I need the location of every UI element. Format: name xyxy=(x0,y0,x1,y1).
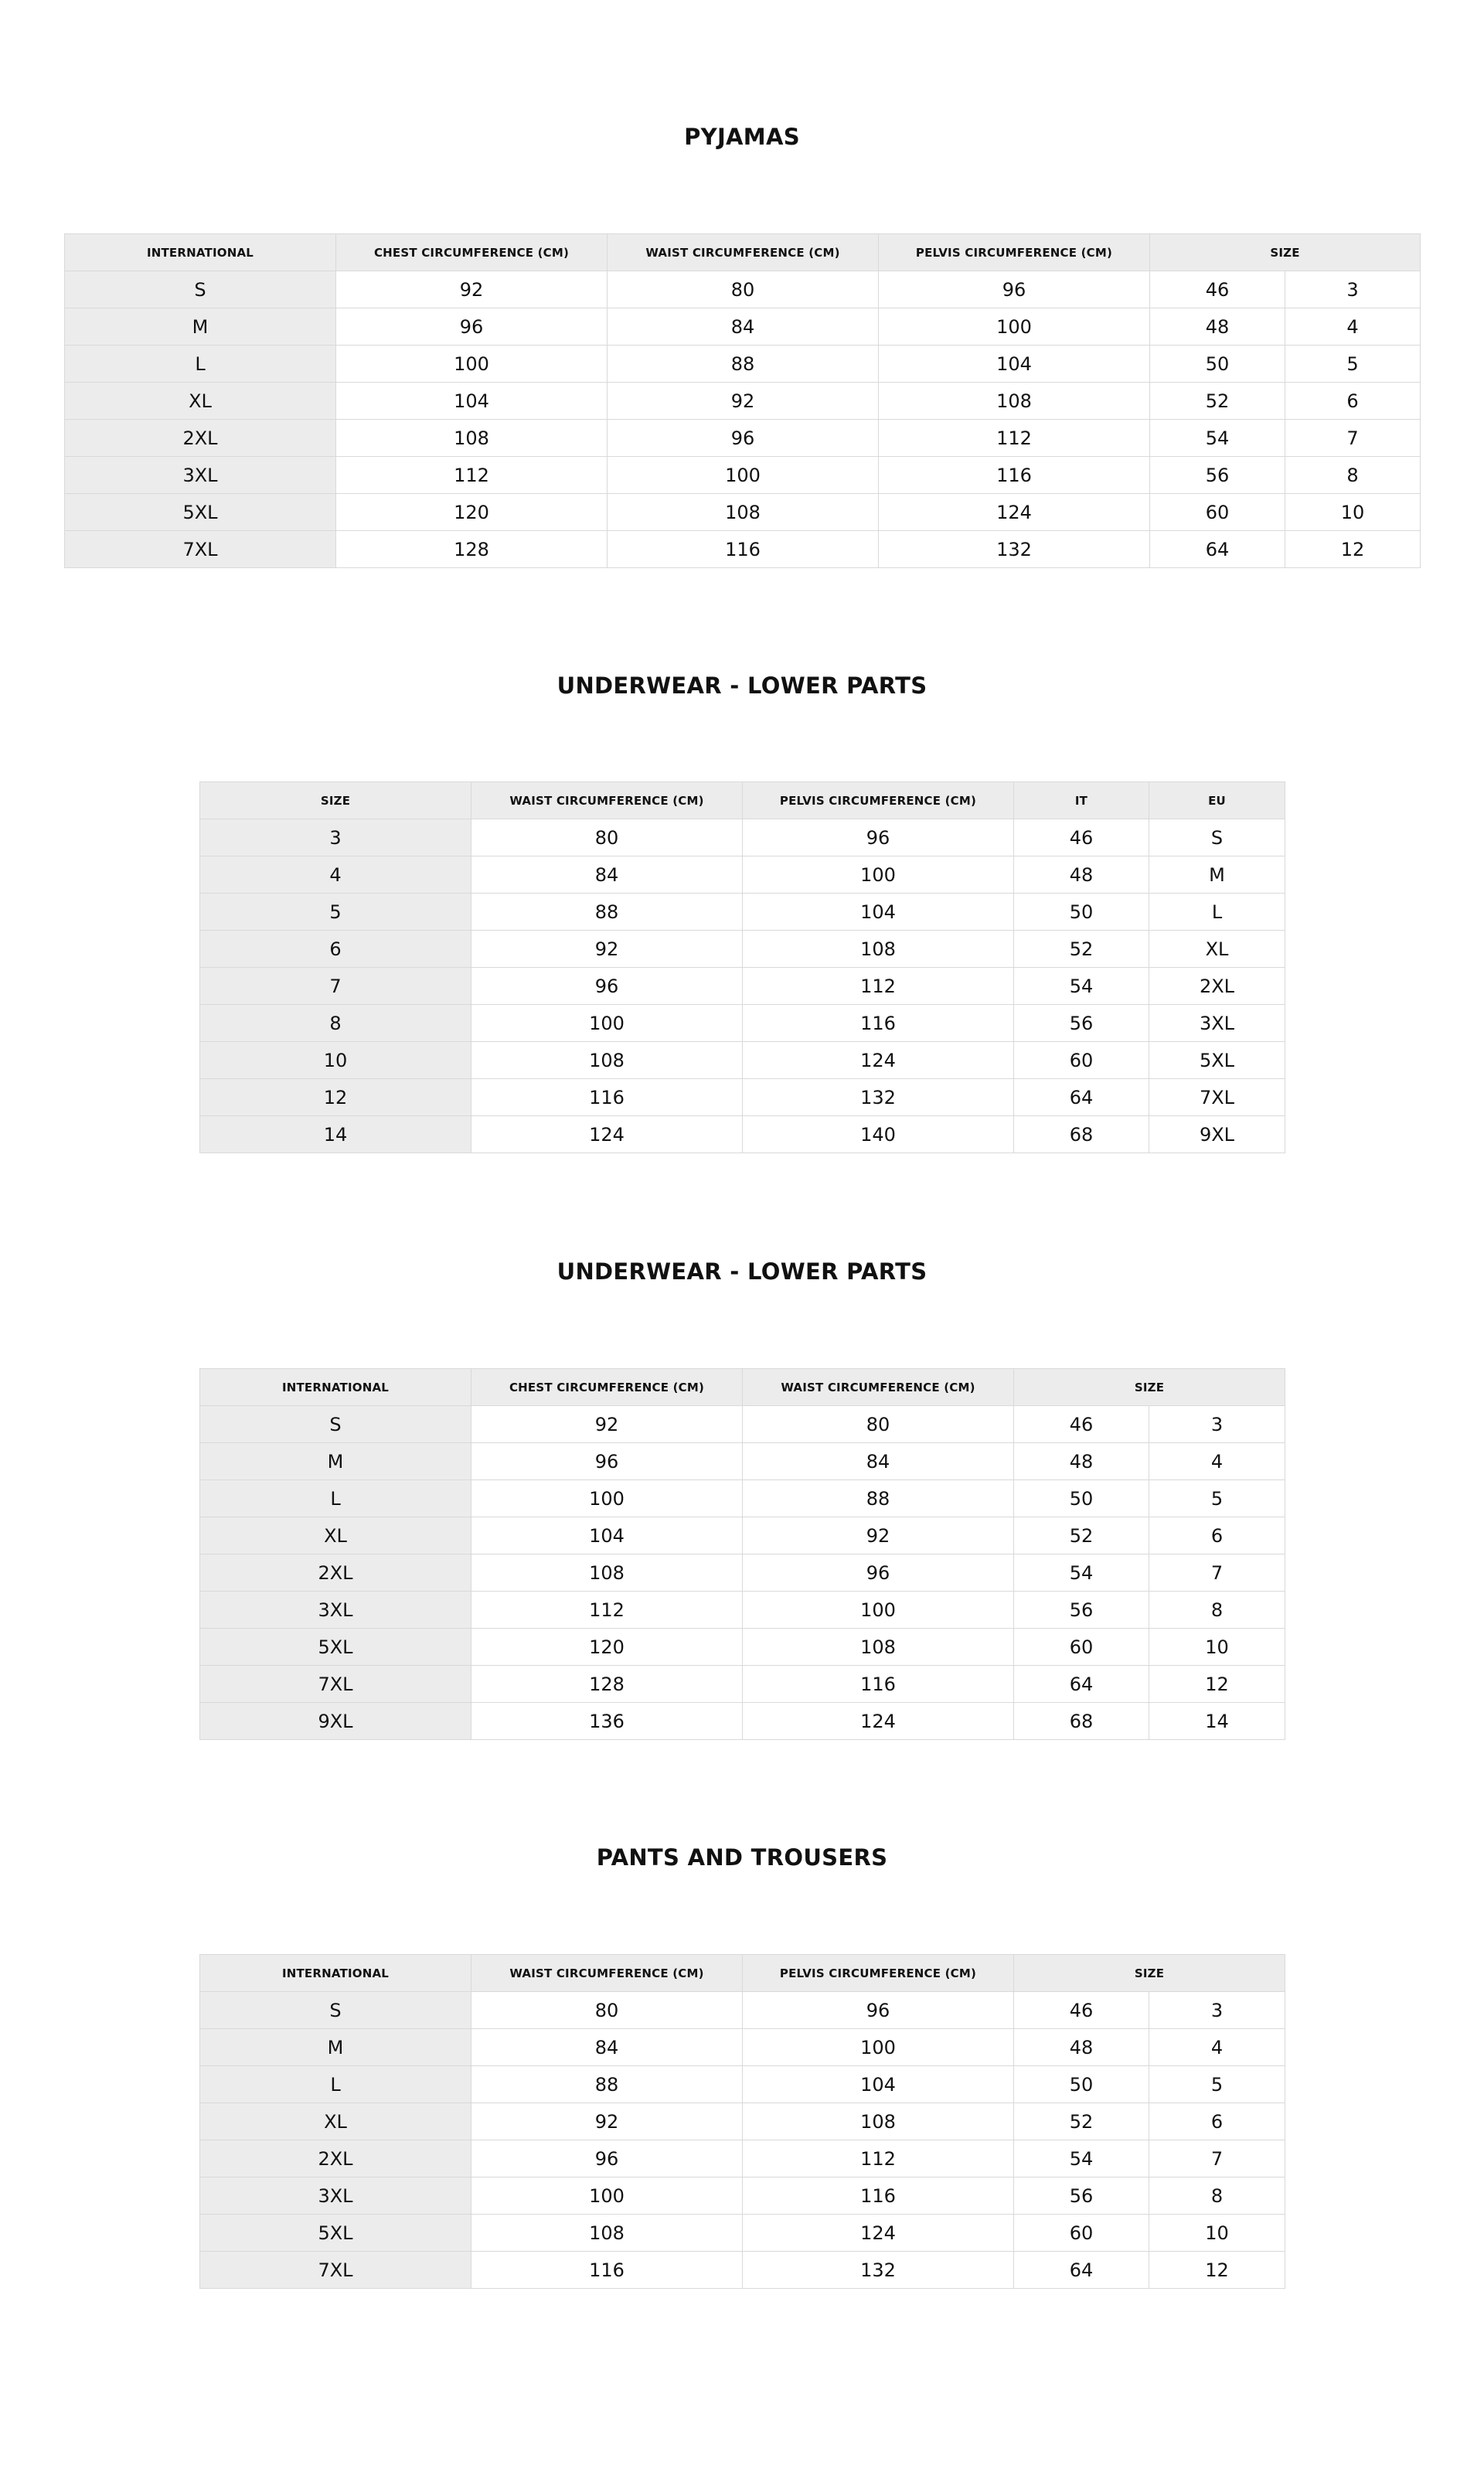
table-cell: L xyxy=(200,1480,471,1517)
table-cell: 3XL xyxy=(1149,1005,1285,1042)
table-cell: 84 xyxy=(471,2029,743,2066)
table-cell: 92 xyxy=(336,271,608,308)
pants-and-trousers-size-table xyxy=(199,1954,1285,2289)
table-cell: M xyxy=(200,2029,471,2066)
table-cell: S xyxy=(200,1992,471,2029)
table-cell: 64 xyxy=(1014,1666,1149,1703)
table-cell: 10 xyxy=(1285,494,1421,531)
table-row xyxy=(65,383,1421,420)
table-row xyxy=(200,1042,1285,1079)
table-cell: 4 xyxy=(200,856,471,894)
table-cell: 54 xyxy=(1014,2140,1149,2177)
table-row xyxy=(200,1666,1285,1703)
table-cell: 100 xyxy=(743,856,1014,894)
pyjamas-size-table xyxy=(64,233,1421,568)
table-cell: 48 xyxy=(1014,2029,1149,2066)
table-cell: 6 xyxy=(1149,2103,1285,2140)
table-row xyxy=(200,856,1285,894)
table-cell: 14 xyxy=(200,1116,471,1153)
table-cell: 5 xyxy=(1149,2066,1285,2103)
table-cell: 96 xyxy=(743,1554,1014,1592)
table-cell: 80 xyxy=(743,1406,1014,1443)
table-row xyxy=(200,1116,1285,1153)
table-row xyxy=(200,1480,1285,1517)
pyjamas-title: PYJAMAS xyxy=(684,124,800,150)
table-cell: 54 xyxy=(1150,420,1285,457)
underwear-lower-parts-size-table xyxy=(199,781,1285,1153)
underwear-lower-parts-international-size-table xyxy=(199,1368,1285,1740)
table-cell: 92 xyxy=(743,1517,1014,1554)
column-header: SIZE xyxy=(1014,1955,1285,1992)
table-row xyxy=(200,2215,1285,2252)
table-cell: XL xyxy=(200,1517,471,1554)
table-cell: M xyxy=(65,308,336,346)
table-cell: 7 xyxy=(1285,420,1421,457)
table-cell: 108 xyxy=(336,420,608,457)
table-cell: 96 xyxy=(608,420,879,457)
table-cell: 124 xyxy=(879,494,1150,531)
table-cell: 116 xyxy=(743,1005,1014,1042)
table-cell: 80 xyxy=(608,271,879,308)
table-cell: 10 xyxy=(1149,1629,1285,1666)
table-row xyxy=(200,2140,1285,2177)
column-header: WAIST CIRCUMFERENCE (CM) xyxy=(608,234,879,271)
table-cell: 7XL xyxy=(200,1666,471,1703)
table-cell: 5XL xyxy=(65,494,336,531)
table-cell: 6 xyxy=(1149,1517,1285,1554)
table-cell: 104 xyxy=(336,383,608,420)
column-header: CHEST CIRCUMFERENCE (CM) xyxy=(336,234,608,271)
table-cell: 52 xyxy=(1014,2103,1149,2140)
table-cell: 60 xyxy=(1014,1629,1149,1666)
table-cell: 56 xyxy=(1014,1592,1149,1629)
table-cell: 52 xyxy=(1014,1517,1149,1554)
table-cell: 8 xyxy=(1149,1592,1285,1629)
table-cell: 8 xyxy=(1285,457,1421,494)
table-row xyxy=(65,531,1421,568)
table-cell: 3XL xyxy=(200,1592,471,1629)
column-header: PELVIS CIRCUMFERENCE (CM) xyxy=(743,1955,1014,1992)
table-cell: 54 xyxy=(1014,1554,1149,1592)
table-row xyxy=(200,1592,1285,1629)
table-cell: 116 xyxy=(608,531,879,568)
table-cell: 50 xyxy=(1014,1480,1149,1517)
column-header: EU xyxy=(1149,782,1285,819)
table-cell: 120 xyxy=(471,1629,743,1666)
table-cell: L xyxy=(65,346,336,383)
table-cell: 108 xyxy=(471,1554,743,1592)
table-cell: 132 xyxy=(743,1079,1014,1116)
table-cell: 5XL xyxy=(1149,1042,1285,1079)
table-cell: 108 xyxy=(743,931,1014,968)
table-cell: 100 xyxy=(471,1005,743,1042)
table-cell: 132 xyxy=(879,531,1150,568)
table-cell: 4 xyxy=(1149,1443,1285,1480)
table-cell: 116 xyxy=(743,2177,1014,2215)
table-cell: M xyxy=(1149,856,1285,894)
table-cell: 50 xyxy=(1150,346,1285,383)
table-cell: 100 xyxy=(471,1480,743,1517)
table-cell: 100 xyxy=(608,457,879,494)
table-cell: 54 xyxy=(1014,968,1149,1005)
table-row xyxy=(200,819,1285,856)
table-cell: 100 xyxy=(336,346,608,383)
column-header: WAIST CIRCUMFERENCE (CM) xyxy=(471,782,743,819)
table-row xyxy=(200,1629,1285,1666)
table-row xyxy=(200,1554,1285,1592)
column-header: SIZE xyxy=(1150,234,1421,271)
table-cell: S xyxy=(65,271,336,308)
column-header: INTERNATIONAL xyxy=(65,234,336,271)
table-cell: 12 xyxy=(1149,1666,1285,1703)
table-cell: 128 xyxy=(336,531,608,568)
table-cell: 7 xyxy=(1149,1554,1285,1592)
table-row xyxy=(200,1703,1285,1740)
table-row xyxy=(65,494,1421,531)
table-cell: 68 xyxy=(1014,1116,1149,1153)
table-cell: 84 xyxy=(608,308,879,346)
table-cell: 124 xyxy=(743,2215,1014,2252)
table-cell: 88 xyxy=(608,346,879,383)
table-cell: 96 xyxy=(879,271,1150,308)
table-cell: 10 xyxy=(200,1042,471,1079)
table-cell: 108 xyxy=(743,2103,1014,2140)
table-cell: 48 xyxy=(1150,308,1285,346)
table-cell: 52 xyxy=(1150,383,1285,420)
table-cell: 7 xyxy=(200,968,471,1005)
table-cell: 48 xyxy=(1014,856,1149,894)
table-cell: 124 xyxy=(743,1703,1014,1740)
table-cell: 50 xyxy=(1014,2066,1149,2103)
table-cell: S xyxy=(200,1406,471,1443)
table-cell: 112 xyxy=(336,457,608,494)
table-row xyxy=(200,931,1285,968)
table-cell: 104 xyxy=(743,2066,1014,2103)
column-header: SIZE xyxy=(1014,1369,1285,1406)
column-header: SIZE xyxy=(200,782,471,819)
table-cell: 108 xyxy=(471,1042,743,1079)
table-cell: 56 xyxy=(1150,457,1285,494)
table-cell: 64 xyxy=(1014,2252,1149,2289)
table-cell: 5 xyxy=(1149,1480,1285,1517)
table-cell: 3XL xyxy=(200,2177,471,2215)
table-cell: 7XL xyxy=(65,531,336,568)
table-cell: L xyxy=(200,2066,471,2103)
table-cell: 4 xyxy=(1149,2029,1285,2066)
table-cell: 56 xyxy=(1014,2177,1149,2215)
table-cell: 116 xyxy=(879,457,1150,494)
table-row xyxy=(200,2177,1285,2215)
table-cell: 116 xyxy=(743,1666,1014,1703)
table-cell: 14 xyxy=(1149,1703,1285,1740)
table-row xyxy=(200,1517,1285,1554)
table-cell: 9XL xyxy=(200,1703,471,1740)
table-cell: 2XL xyxy=(200,1554,471,1592)
underwear-lower-parts-title: UNDERWEAR - LOWER PARTS xyxy=(556,672,928,699)
table-cell: 92 xyxy=(471,2103,743,2140)
table-cell: 108 xyxy=(471,2215,743,2252)
table-cell: 12 xyxy=(1149,2252,1285,2289)
table-cell: 5 xyxy=(1285,346,1421,383)
table-cell: 7 xyxy=(1149,2140,1285,2177)
table-cell: 48 xyxy=(1014,1443,1149,1480)
underwear-lower-parts-international-title: UNDERWEAR - LOWER PARTS xyxy=(556,1258,928,1285)
table-row xyxy=(65,346,1421,383)
table-cell: 100 xyxy=(471,2177,743,2215)
table-cell: 96 xyxy=(471,968,743,1005)
table-cell: 56 xyxy=(1014,1005,1149,1042)
table-cell: 84 xyxy=(743,1443,1014,1480)
table-cell: 88 xyxy=(471,2066,743,2103)
table-cell: 2XL xyxy=(1149,968,1285,1005)
column-header: IT xyxy=(1014,782,1149,819)
table-cell: 96 xyxy=(471,1443,743,1480)
table-cell: 108 xyxy=(743,1629,1014,1666)
table-cell: 5XL xyxy=(200,2215,471,2252)
table-header-row xyxy=(65,234,1421,271)
table-cell: 68 xyxy=(1014,1703,1149,1740)
table-row xyxy=(65,271,1421,308)
table-cell: 10 xyxy=(1149,2215,1285,2252)
table-row xyxy=(200,2029,1285,2066)
table-cell: 108 xyxy=(879,383,1150,420)
table-header-row xyxy=(200,1369,1285,1406)
table-cell: 108 xyxy=(608,494,879,531)
table-cell: 50 xyxy=(1014,894,1149,931)
column-header: INTERNATIONAL xyxy=(200,1955,471,1992)
table-cell: 3XL xyxy=(65,457,336,494)
table-cell: 96 xyxy=(743,1992,1014,2029)
table-row xyxy=(65,308,1421,346)
table-cell: 100 xyxy=(879,308,1150,346)
table-cell: 128 xyxy=(471,1666,743,1703)
table-cell: 96 xyxy=(743,819,1014,856)
table-cell: XL xyxy=(200,2103,471,2140)
table-row xyxy=(200,894,1285,931)
table-cell: 12 xyxy=(1285,531,1421,568)
table-row xyxy=(200,1992,1285,2029)
table-cell: 104 xyxy=(471,1517,743,1554)
pants-and-trousers-title: PANTS AND TROUSERS xyxy=(596,1844,888,1871)
table-row xyxy=(200,2066,1285,2103)
table-cell: 112 xyxy=(743,968,1014,1005)
column-header: CHEST CIRCUMFERENCE (CM) xyxy=(471,1369,743,1406)
table-cell: 116 xyxy=(471,2252,743,2289)
table-cell: 8 xyxy=(200,1005,471,1042)
table-cell: 92 xyxy=(471,1406,743,1443)
table-cell: 112 xyxy=(879,420,1150,457)
table-cell: 120 xyxy=(336,494,608,531)
table-cell: M xyxy=(200,1443,471,1480)
table-cell: 136 xyxy=(471,1703,743,1740)
table-cell: XL xyxy=(1149,931,1285,968)
table-cell: 3 xyxy=(1149,1406,1285,1443)
table-cell: 112 xyxy=(743,2140,1014,2177)
table-cell: 8 xyxy=(1149,2177,1285,2215)
table-header-row xyxy=(200,1955,1285,1992)
table-cell: 2XL xyxy=(200,2140,471,2177)
table-cell: 46 xyxy=(1014,1992,1149,2029)
table-row xyxy=(65,420,1421,457)
table-cell: 7XL xyxy=(1149,1079,1285,1116)
table-row xyxy=(200,2103,1285,2140)
table-cell: 88 xyxy=(471,894,743,931)
table-cell: 60 xyxy=(1014,2215,1149,2252)
column-header: WAIST CIRCUMFERENCE (CM) xyxy=(743,1369,1014,1406)
table-row xyxy=(200,1005,1285,1042)
table-cell: XL xyxy=(65,383,336,420)
table-cell: 4 xyxy=(1285,308,1421,346)
table-cell: 92 xyxy=(471,931,743,968)
table-cell: 6 xyxy=(1285,383,1421,420)
table-row xyxy=(200,1406,1285,1443)
table-cell: 84 xyxy=(471,856,743,894)
table-cell: 140 xyxy=(743,1116,1014,1153)
table-cell: 5XL xyxy=(200,1629,471,1666)
table-cell: 88 xyxy=(743,1480,1014,1517)
table-cell: 12 xyxy=(200,1079,471,1116)
table-row xyxy=(200,968,1285,1005)
table-cell: 5 xyxy=(200,894,471,931)
table-cell: 100 xyxy=(743,1592,1014,1629)
table-cell: 3 xyxy=(1149,1992,1285,2029)
table-cell: 3 xyxy=(1285,271,1421,308)
table-cell: 3 xyxy=(200,819,471,856)
table-cell: 132 xyxy=(743,2252,1014,2289)
table-cell: 46 xyxy=(1014,819,1149,856)
table-cell: 104 xyxy=(879,346,1150,383)
table-cell: 112 xyxy=(471,1592,743,1629)
table-cell: 64 xyxy=(1150,531,1285,568)
table-cell: 124 xyxy=(743,1042,1014,1079)
table-cell: S xyxy=(1149,819,1285,856)
table-row xyxy=(200,1079,1285,1116)
table-cell: 46 xyxy=(1150,271,1285,308)
table-cell: 46 xyxy=(1014,1406,1149,1443)
table-cell: 124 xyxy=(471,1116,743,1153)
table-cell: 80 xyxy=(471,1992,743,2029)
table-cell: 96 xyxy=(336,308,608,346)
table-cell: 80 xyxy=(471,819,743,856)
table-cell: 96 xyxy=(471,2140,743,2177)
table-header-row xyxy=(200,782,1285,819)
table-cell: 7XL xyxy=(200,2252,471,2289)
column-header: PELVIS CIRCUMFERENCE (CM) xyxy=(879,234,1150,271)
table-cell: 64 xyxy=(1014,1079,1149,1116)
table-cell: 9XL xyxy=(1149,1116,1285,1153)
table-cell: 60 xyxy=(1150,494,1285,531)
column-header: INTERNATIONAL xyxy=(200,1369,471,1406)
column-header: PELVIS CIRCUMFERENCE (CM) xyxy=(743,782,1014,819)
table-cell: 2XL xyxy=(65,420,336,457)
table-cell: 100 xyxy=(743,2029,1014,2066)
table-cell: L xyxy=(1149,894,1285,931)
table-cell: 116 xyxy=(471,1079,743,1116)
column-header: WAIST CIRCUMFERENCE (CM) xyxy=(471,1955,743,1992)
table-row xyxy=(200,2252,1285,2289)
table-cell: 60 xyxy=(1014,1042,1149,1079)
table-row xyxy=(200,1443,1285,1480)
table-cell: 52 xyxy=(1014,931,1149,968)
table-cell: 104 xyxy=(743,894,1014,931)
table-row xyxy=(65,457,1421,494)
table-cell: 6 xyxy=(200,931,471,968)
table-cell: 92 xyxy=(608,383,879,420)
